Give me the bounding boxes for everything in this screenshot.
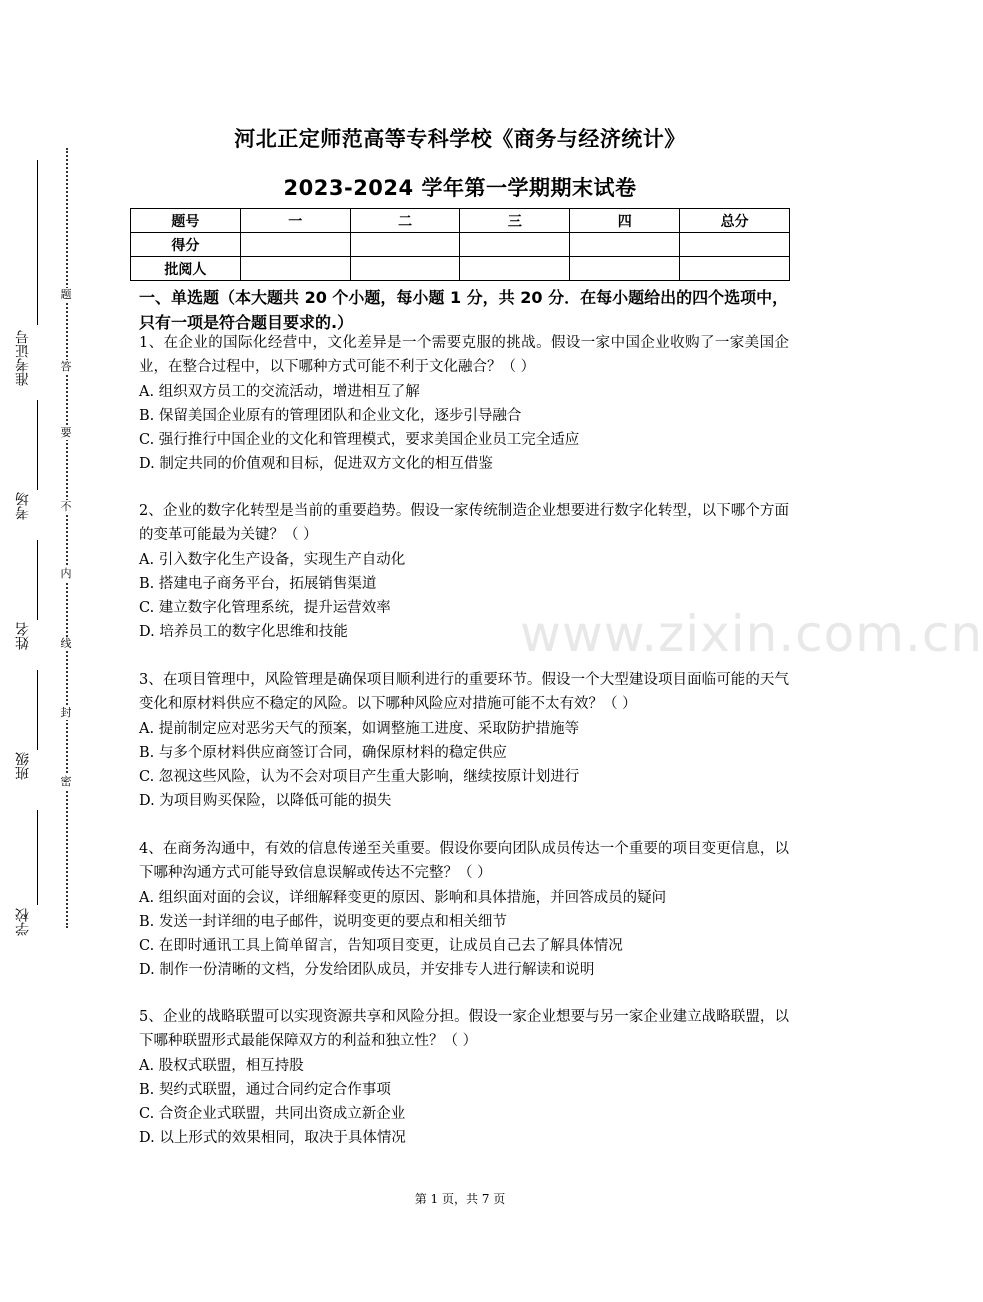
- exam-id-label: 准考证号: [15, 330, 31, 386]
- school-underline: [37, 810, 38, 905]
- score-col-header: 三: [460, 209, 570, 233]
- score-col-header: 题号: [131, 209, 241, 233]
- score-row-label: 得分: [131, 233, 241, 257]
- grader-cell: [350, 257, 460, 281]
- option-a: A. 引入数字化生产设备，实现生产自动化: [139, 551, 406, 568]
- option-c: C. 合资企业式联盟，共同出资成立新企业: [139, 1106, 406, 1123]
- seal-word: 不: [58, 500, 74, 514]
- option-d: D. 制作一份清晰的文档，分发给团队成员，并安排专人进行解读和说明: [139, 962, 595, 979]
- score-cell: [240, 233, 350, 257]
- score-table-header-row: [131, 209, 790, 233]
- question-4: [139, 837, 789, 983]
- seal-word: 封: [58, 706, 74, 720]
- grader-cell: [460, 257, 570, 281]
- exam-room-underline: [37, 400, 38, 490]
- grader-row-label: 批阅人: [131, 257, 241, 281]
- grader-cell: [570, 257, 680, 281]
- seal-word: 要: [58, 426, 74, 440]
- question-stem: 1、在企业的国际化经营中，文化差异是一个需要克服的挑战。假设一家中国企业收购了一家美国企业，在整合过程中，以下哪种方式可能不利于文化融合？（ ）: [139, 335, 789, 376]
- option-d: D. 培养员工的数字化思维和技能: [139, 624, 348, 641]
- option-b: B. 契约式联盟，通过合同约定合作事项: [139, 1081, 391, 1098]
- watermark: www.zixin.com.cn: [520, 605, 983, 663]
- name-label: 姓名: [15, 622, 31, 650]
- grader-row: [131, 257, 790, 281]
- option-b: B. 发送一封详细的电子邮件，说明变更的要点和相关细节: [139, 913, 507, 930]
- option-a: A. 提前制定应对恶劣天气的预案，如调整施工进度、采取防护措施等: [139, 720, 580, 737]
- seal-word: 线: [58, 637, 74, 651]
- question-5: [139, 1005, 789, 1151]
- exam-subtitle: 2023-2024 学年第一学期期末试卷: [283, 176, 637, 200]
- option-b: B. 保留美国企业原有的管理团队和企业文化，逐步引导融合: [139, 407, 522, 424]
- score-cell: [460, 233, 570, 257]
- class-underline: [37, 670, 38, 750]
- seal-word: 答: [58, 360, 74, 374]
- name-underline: [37, 540, 38, 620]
- option-b: B. 与多个原材料供应商签订合同，确保原材料的稳定供应: [139, 744, 507, 761]
- option-a: A. 组织双方员工的交流活动，增进相互了解: [139, 383, 420, 400]
- class-label: 班级: [15, 752, 31, 780]
- seal-word: 题: [58, 288, 74, 302]
- score-col-header: 总分: [680, 209, 790, 233]
- score-col-header: 四: [570, 209, 680, 233]
- option-d: D. 制定共同的价值观和目标，促进双方文化的相互借鉴: [139, 456, 493, 473]
- score-col-header: 一: [240, 209, 350, 233]
- seal-word: 内: [58, 567, 74, 581]
- seal-dotted-line: [66, 148, 68, 928]
- option-b: B. 搭建电子商务平台，拓展销售渠道: [139, 575, 377, 592]
- score-row: [131, 233, 790, 257]
- question-stem: 3、在项目管理中，风险管理是确保项目顺利进行的重要环节。假设一个大型建设项目面临可能的天气变化和原材料供应不稳定的风险。以下哪种风险应对措施可能不太有效？（ ）: [139, 672, 789, 713]
- question-stem: 5、企业的战略联盟可以实现资源共享和风险分担。假设一家企业想要与另一家企业建立战略联盟，以下哪种联盟形式最能保障双方的利益和独立性？（ ）: [139, 1009, 789, 1050]
- option-a: A. 股权式联盟，相互持股: [139, 1057, 304, 1074]
- option-d: D. 以上形式的效果相同，取决于具体情况: [139, 1130, 406, 1147]
- grader-cell: [680, 257, 790, 281]
- option-a: A. 组织面对面的会议，详细解释变更的原因、影响和具体措施，并回答成员的疑问: [139, 889, 667, 906]
- question-3: [139, 668, 789, 814]
- section-heading: 一、单选题（本大题共 20 个小题，每小题 1 分，共 20 分．在每小题给出的四个选项中，只有一项是符合题目要求的.）: [139, 288, 789, 332]
- option-c: C. 忽视这些风险，认为不会对项目产生重大影响，继续按原计划进行: [139, 769, 580, 786]
- option-c: C. 建立数字化管理系统，提升运营效率: [139, 600, 391, 617]
- option-c: C. 在即时通讯工具上简单留言，告知项目变更，让成员自己去了解具体情况: [139, 938, 623, 955]
- grader-cell: [240, 257, 350, 281]
- score-table: [130, 208, 790, 281]
- score-cell: [350, 233, 460, 257]
- question-1: [139, 331, 789, 477]
- question-stem: 4、在商务沟通中，有效的信息传递至关重要。假设你要向团队成员传达一个重要的项目变更信息，以下哪种沟通方式可能导致信息误解或传达不完整？（ ）: [139, 841, 789, 882]
- option-d: D. 为项目购买保险，以降低可能的损失: [139, 793, 392, 810]
- question-stem: 2、企业的数字化转型是当前的重要趋势。假设一家传统制造企业想要进行数字化转型，以下哪个方面的变革可能最为关键？（ ）: [139, 503, 789, 544]
- school-label: 学校: [15, 908, 31, 936]
- score-cell: [680, 233, 790, 257]
- score-col-header: 二: [350, 209, 460, 233]
- exam-title: 河北正定师范高等专科学校《商务与经济统计》: [234, 127, 686, 151]
- exam-room-label: 考场: [15, 492, 31, 520]
- page-footer: 第 1 页，共 7 页: [414, 1192, 506, 1206]
- seal-word: 密: [58, 775, 74, 789]
- score-cell: [570, 233, 680, 257]
- option-c: C. 强行推行中国企业的文化和管理模式，要求美国企业员工完全适应: [139, 432, 580, 449]
